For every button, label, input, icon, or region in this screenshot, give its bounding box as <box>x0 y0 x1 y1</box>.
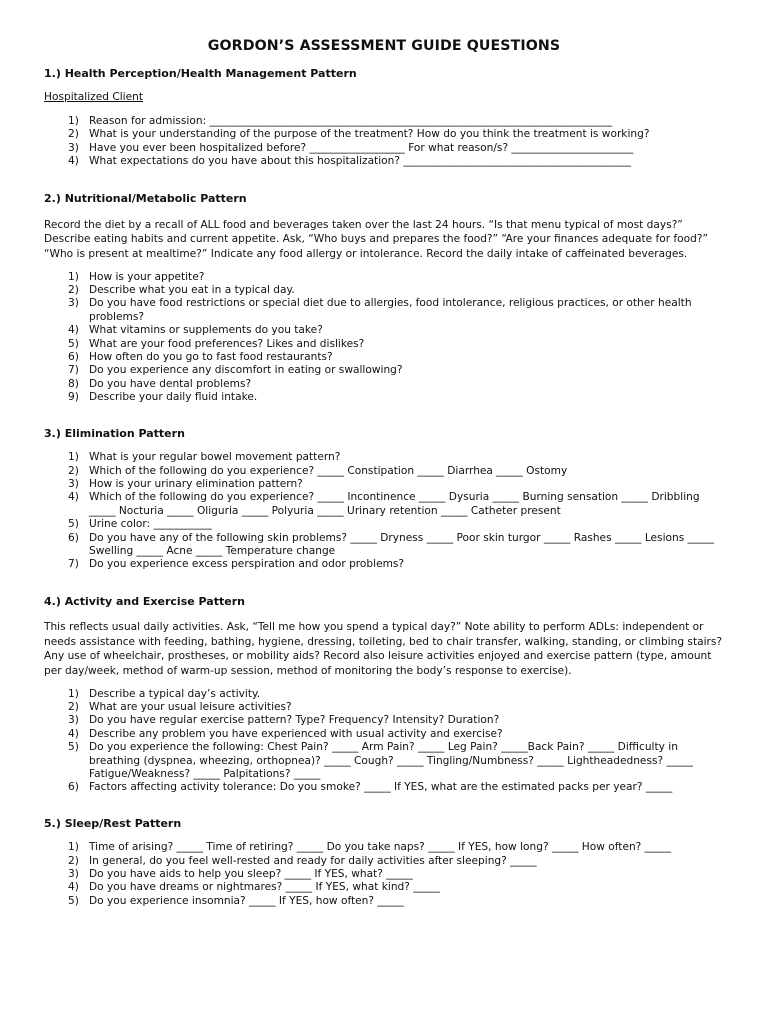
list-item <box>44 558 724 571</box>
section-nutritional-metabolic <box>44 192 724 404</box>
item-number: 5) <box>68 337 79 350</box>
list-item <box>44 741 724 781</box>
list-item <box>44 688 724 701</box>
item-number: 1) <box>68 270 79 283</box>
item-text: Do you have food restrictions or special diet due to allergies, food intolerance, religious practices, or other health problems? <box>89 297 692 323</box>
item-number: 3) <box>68 868 79 880</box>
list-item <box>44 714 724 727</box>
item-text: How is your urinary elimination pattern? <box>89 477 303 490</box>
item-number: 3) <box>68 714 79 727</box>
list-item <box>44 478 724 491</box>
list-item <box>44 324 724 337</box>
list-item <box>44 364 724 377</box>
item-text: What is your regular bowel movement pattern? <box>89 451 341 464</box>
item-text: Do you have dreams or nightmares? _____ If YES, what kind? _____ <box>89 881 440 894</box>
section-sleep-rest <box>44 817 724 908</box>
item-text: Describe any problem you have experienced with usual activity and exercise? <box>89 727 503 740</box>
item-number: 4) <box>68 324 79 337</box>
list-item <box>44 338 724 351</box>
list-item <box>44 518 724 531</box>
item-text: Which of the following do you experience? _____ Incontinence _____ Dysuria _____ Burning sensation _____ Dribbling _____ Nocturia _____ Oliguria _____ Polyuria _____ Urinary retention _____ Catheter present <box>89 491 700 517</box>
list-item <box>44 284 724 297</box>
list-item <box>44 491 724 518</box>
item-number: 2) <box>68 700 79 713</box>
item-number: 2) <box>68 284 79 297</box>
list-item <box>44 881 724 894</box>
page-title: GORDON’S ASSESSMENT GUIDE QUESTIONS <box>207 38 561 54</box>
item-number: 9) <box>68 391 79 404</box>
list-item <box>44 895 724 908</box>
list-item <box>44 701 724 714</box>
section-heading: 1.) Health Perception/Health Management Pattern <box>44 67 357 80</box>
question-list <box>44 688 724 795</box>
item-text: Do you experience any discomfort in eating or swallowing? <box>89 364 403 377</box>
item-number: 3) <box>68 141 79 154</box>
item-number: 3) <box>68 477 79 490</box>
item-text: Which of the following do you experience? _____ Constipation _____ Diarrhea _____ Ostomy <box>89 464 568 477</box>
item-text: What are your food preferences? Likes and dislikes? <box>89 337 365 350</box>
list-item <box>44 728 724 741</box>
list-item <box>44 868 724 881</box>
list-item <box>44 465 724 478</box>
question-list <box>44 841 724 908</box>
item-text: Factors affecting activity tolerance: Do you smoke? _____ If YES, what are the estimated packs per year? _____ <box>89 781 673 794</box>
item-text: Do you have regular exercise pattern? Type? Frequency? Intensity? Duration? <box>89 714 500 727</box>
section-activity-exercise <box>44 595 724 795</box>
list-item <box>44 781 724 794</box>
list-item <box>44 155 724 168</box>
item-number: 8) <box>68 377 79 390</box>
item-text: Do you experience the following: Chest Pain? _____ Arm Pain? _____ Leg Pain? _____Back Pain? _____ Difficulty in breathing (dyspnea, wheezing, orthopnea)? _____ Cough? _____ Tingling/Numbness? _____ Lightheadedness? _____ Fatigue/Weakness? _____ Palpitations? _____ <box>89 741 693 780</box>
item-number: 2) <box>68 128 79 141</box>
item-number: 1) <box>68 841 79 854</box>
section-description: Record the diet by a recall of ALL food and beverages taken over the last 24 hours. “Is that menu typical of most days?” Describe eating habits and current appetite. Ask, “Who buys and prepares the food?” “Are your finances adequate for food?” “Who is present at mealtime?” Indicate any food allergy or intolerance. Record the daily intake of caffeinated beverages. <box>44 218 708 261</box>
item-text: Time of arising? _____ Time of retiring? _____ Do you take naps? _____ If YES, how long? _____ How often? _____ <box>89 841 672 854</box>
item-text: Urine color: ___________ <box>89 518 212 531</box>
item-text: What is your understanding of the purpose of the treatment? How do you think the treatment is working? <box>89 128 650 141</box>
item-text: How is your appetite? <box>89 270 205 283</box>
item-number: 6) <box>68 781 79 794</box>
item-number: 4) <box>68 155 79 168</box>
item-text: Do you experience excess perspiration and odor problems? <box>89 558 405 571</box>
list-item <box>44 841 724 854</box>
section-elimination <box>44 427 724 572</box>
list-item <box>44 351 724 364</box>
list-item <box>44 391 724 404</box>
item-text: What are your usual leisure activities? <box>89 700 292 713</box>
item-text: Have you ever been hospitalized before? __________________ For what reason/s? _______________________ <box>89 141 634 154</box>
item-number: 4) <box>68 881 79 894</box>
item-text: In general, do you feel well-rested and ready for daily activities after sleeping? _____ <box>89 854 537 867</box>
item-text: Do you have aids to help you sleep? _____ If YES, what? _____ <box>89 868 413 880</box>
list-item <box>44 378 724 391</box>
item-number: 6) <box>68 351 79 364</box>
item-text: Reason for admission: ____________________________________________________________________________ <box>89 114 613 127</box>
question-list <box>44 271 724 405</box>
item-number: 3) <box>68 297 79 310</box>
list-item <box>44 128 724 141</box>
item-number: 5) <box>68 741 79 754</box>
section-heading: 4.) Activity and Exercise Pattern <box>44 594 245 608</box>
item-text: Do you have dental problems? <box>89 377 252 390</box>
item-number: 7) <box>68 558 79 571</box>
list-item <box>44 297 724 324</box>
item-number: 5) <box>68 894 79 907</box>
list-item <box>44 855 724 868</box>
question-list <box>44 451 724 572</box>
section-heading: 5.) Sleep/Rest Pattern <box>44 816 182 830</box>
item-number: 5) <box>68 518 79 531</box>
item-number: 2) <box>68 854 79 867</box>
item-text: Do you have any of the following skin problems? _____ Dryness _____ Poor skin turgor _____ Rashes _____ Lesions _____ Swelling _____ Acne _____ Temperature change <box>89 531 715 557</box>
item-text: Do you experience insomnia? _____ If YES, how often? _____ <box>89 894 404 907</box>
item-number: 1) <box>68 687 79 700</box>
item-number: 6) <box>68 531 79 544</box>
section-heading: 3.) Elimination Pattern <box>44 426 185 440</box>
item-number: 1) <box>68 114 79 127</box>
item-text: What vitamins or supplements do you take? <box>89 324 323 337</box>
item-number: 4) <box>68 727 79 740</box>
list-item <box>44 451 724 464</box>
item-number: 1) <box>68 451 79 464</box>
list-item <box>44 271 724 284</box>
item-text: How often do you go to fast food restaurants? <box>89 351 333 364</box>
question-list <box>44 115 724 169</box>
item-text: Describe a typical day’s activity. <box>89 687 261 700</box>
section-subheading: Hospitalized Client <box>44 91 144 104</box>
list-item <box>44 115 724 128</box>
item-text: Describe what you eat in a typical day. <box>89 284 295 297</box>
section-description: This reflects usual daily activities. Ask, “Tell me how you spend a typical day?” Note ability to perform ADLs: independent or needs assistance with feeding, bathing, hygiene, dressing, toileting, bed to chair transfer, walking, standing, or climbing stairs? Any use of wheelchair, prostheses, or mobility aids? Record also leisure activities enjoyed and exercise pattern (type, amount per day/week, method of warm-up session, method of monitoring the body’s response to exercise). <box>44 621 723 677</box>
list-item <box>44 142 724 155</box>
section-health-perception <box>44 67 724 168</box>
section-heading: 2.) Nutritional/Metabolic Pattern <box>44 192 247 206</box>
item-number: 7) <box>68 364 79 377</box>
item-number: 2) <box>68 464 79 477</box>
item-number: 4) <box>68 491 79 504</box>
list-item <box>44 532 724 559</box>
item-text: What expectations do you have about this hospitalization? ___________________________________________ <box>89 155 632 168</box>
item-text: Describe your daily fluid intake. <box>89 391 258 404</box>
